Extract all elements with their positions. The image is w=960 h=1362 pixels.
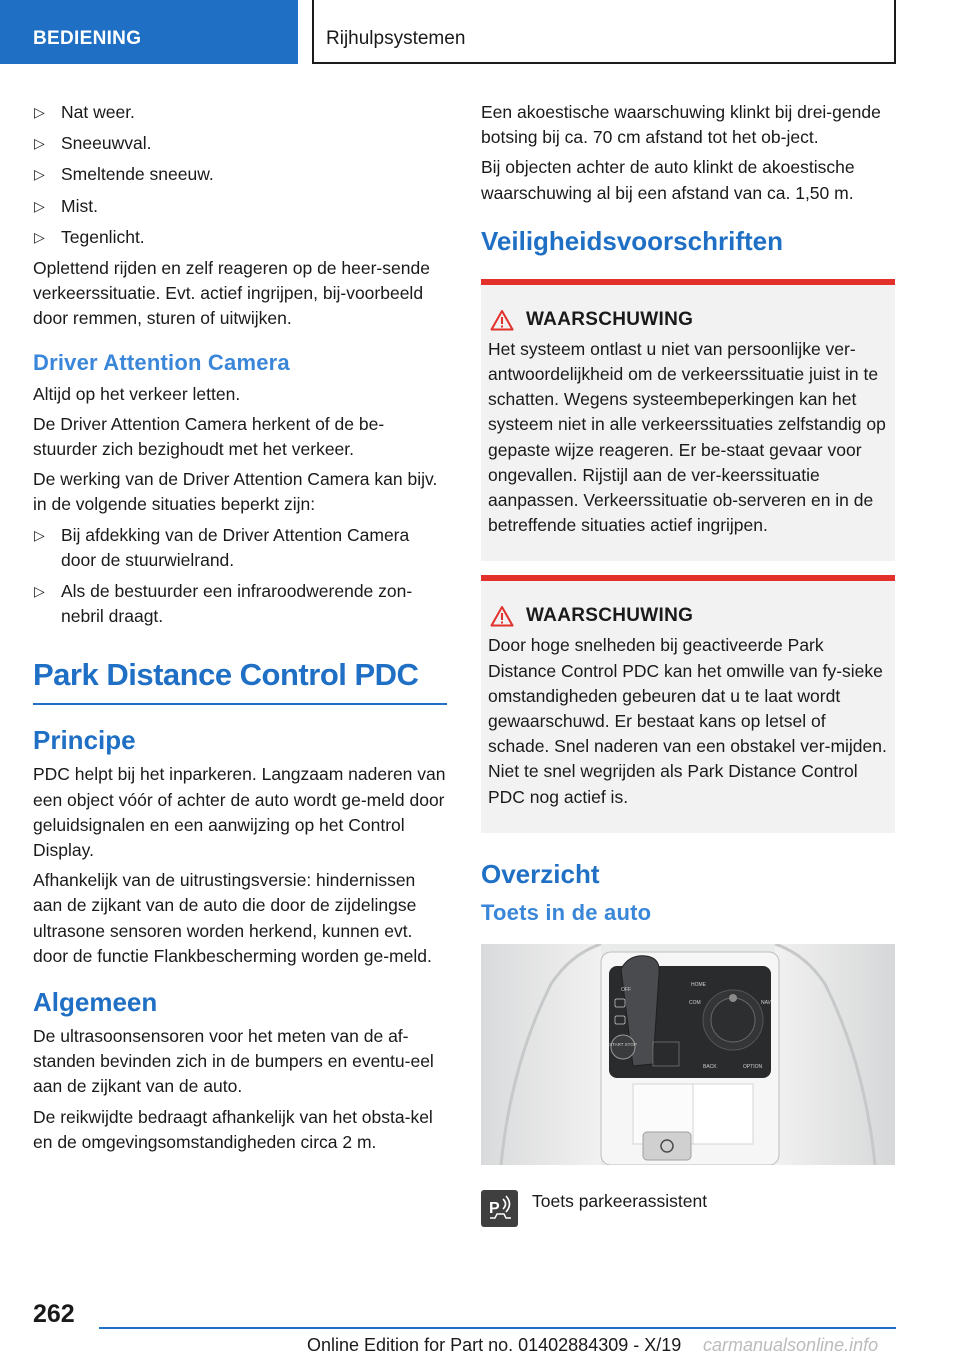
paragraph: De ultrasoonsensoren voor het meten van de af-standen bevinden zich in de bumpers en eventu-eel aan de zijkant van de auto. <box>33 1026 434 1097</box>
heading-pdc: Park Distance Control PDC <box>33 657 447 705</box>
warning-title: WAARSCHUWING <box>490 605 887 627</box>
list-item: ▷ Als de bestuurder een infraroodwerende zon-nebril draagt. <box>34 581 413 627</box>
figure-caption <box>481 1190 895 1227</box>
warning-text: Door hoge snelheden bij geactiveerde Park Distance Control PDC kan het omwille van fy-sieke omstandigheden gebeuren dat u te laat wordt gewaarschuwd. Er bestaat kans op letsel of schade. Snel naderen van een obstakel ver-mijden. Niet te snel wegrijden als Park Distance Control PDC nog actief is. <box>488 635 887 807</box>
option-label: OPTION <box>743 1063 763 1070</box>
list-item: ▷ Tegenlicht. <box>33 225 447 250</box>
paragraph: Altijd op het verkeer letten. <box>33 383 241 404</box>
center-console-photo <box>481 944 895 1165</box>
list-item: ▷ Smeltende sneeuw. <box>33 162 447 187</box>
start-stop-label: START STOP <box>609 1041 637 1047</box>
com-label: COM <box>689 999 701 1006</box>
warning-title: WAARSCHUWING <box>490 309 887 331</box>
back-label: BACK <box>703 1063 717 1070</box>
off-label: OFF <box>621 986 631 993</box>
paragraph: Oplettend rijden en zelf reageren op de heer-sende verkeerssituatie. Evt. actief ingrijpen, bij-voorbeeld door remmen, sturen of uitwijken. <box>33 258 430 329</box>
triangle-bullet-icon: ▷ <box>34 197 45 214</box>
paragraph: Afhankelijk van de uitrustingsversie: hindernissen aan de zijkant van de auto die door de zijdelingse ultrasone sensoren worden herkend, kunnen evt. door de functie Flankbescherming worden ge-meld. <box>33 870 432 966</box>
list-item: ▷ Bij afdekking van de Driver Attention Camera door de stuurwielrand. <box>34 524 410 570</box>
heading-safety: Veiligheidsvoorschriften <box>481 225 783 256</box>
chapter-header <box>312 0 896 64</box>
paragraph: De Driver Attention Camera herkent of de be-stuurder zich bezighoudt met het verkeer. <box>33 413 385 460</box>
triangle-bullet-icon: ▷ <box>34 526 45 543</box>
dac-limitations-list <box>33 523 447 630</box>
triangle-bullet-icon: ▷ <box>34 228 45 245</box>
triangle-bullet-icon: ▷ <box>34 104 45 120</box>
park-assist-icon <box>481 1190 518 1227</box>
list-item: ▷ Sneeuwval. <box>33 131 447 156</box>
footer-divider <box>99 1327 896 1329</box>
paragraph: Een akoestische waarschuwing klinkt bij drei-gende botsing bij ca. 70 cm afstand tot het ob-ject. <box>481 102 881 148</box>
heading-principe: Principe <box>33 725 136 756</box>
warning-box <box>481 575 895 832</box>
list-item: ▷ Mist. <box>33 194 447 219</box>
heading-overzicht: Overzicht <box>481 858 600 889</box>
right-column <box>481 100 895 1227</box>
home-label: HOME <box>691 981 706 988</box>
paragraph: De reikwijdte bedraagt afhankelijk van het obsta-kel en de omgevingsomstandigheden circa 2 m. <box>33 1106 433 1152</box>
left-column <box>33 100 447 1160</box>
warning-box <box>481 279 895 562</box>
heading-toets-in-de-auto: Toets in de auto <box>481 899 652 925</box>
paragraph: PDC helpt bij het inparkeren. Langzaam naderen van een object vóór of achter de auto wordt ge-meld door geluidsignalen en een aanwijzing op het Control Display. <box>33 764 446 861</box>
caption-text: Toets parkeerassistent <box>532 1190 708 1211</box>
warning-triangle-icon <box>490 605 514 627</box>
footer-edition: Online Edition for Part no. 01402884309 - X/19 <box>307 1335 682 1355</box>
section-tab <box>0 0 298 64</box>
triangle-bullet-icon: ▷ <box>34 135 45 152</box>
paragraph: De werking van de Driver Attention Camera kan bijv. in de volgende situaties beperkt zijn: <box>33 469 438 515</box>
warning-text: Het systeem ontlast u niet van persoonlijke ver-antwoordelijkheid om de verkeerssituatie juist in te schatten. Wegens systeembeperkingen kan het systeem niet in alle verkeerssituaties zelfstandig op gepaste wijze reageren. Er be-staat gevaar voor ongevallen. Rijstijl aan de ver-keerssituatie aanpassen. Verkeerssituatie ob-serveren en in de betreffende situaties actief ingrijpen. <box>488 338 886 536</box>
triangle-bullet-icon: ▷ <box>34 166 45 183</box>
section-label: BEDIENING <box>33 28 142 49</box>
chapter-label: Rijhulpsystemen <box>326 28 466 49</box>
paragraph: Bij objecten achter de auto klinkt de akoestische waarschuwing al bij een afstand van ca. 1,50 m. <box>481 157 855 203</box>
triangle-bullet-icon: ▷ <box>34 583 45 600</box>
page-number: 262 <box>33 1300 75 1328</box>
nav-label: NAV <box>761 999 771 1006</box>
svg-text:P: P <box>488 1200 500 1218</box>
conditions-list <box>33 100 447 250</box>
warning-triangle-icon <box>490 309 514 331</box>
heading-algemeen: Algemeen <box>33 987 158 1018</box>
list-item: ▷ Nat weer. <box>33 100 447 125</box>
heading-driver-attention-camera: Driver Attention Camera <box>33 349 290 375</box>
watermark: carmanualsonline.info <box>703 1335 879 1355</box>
